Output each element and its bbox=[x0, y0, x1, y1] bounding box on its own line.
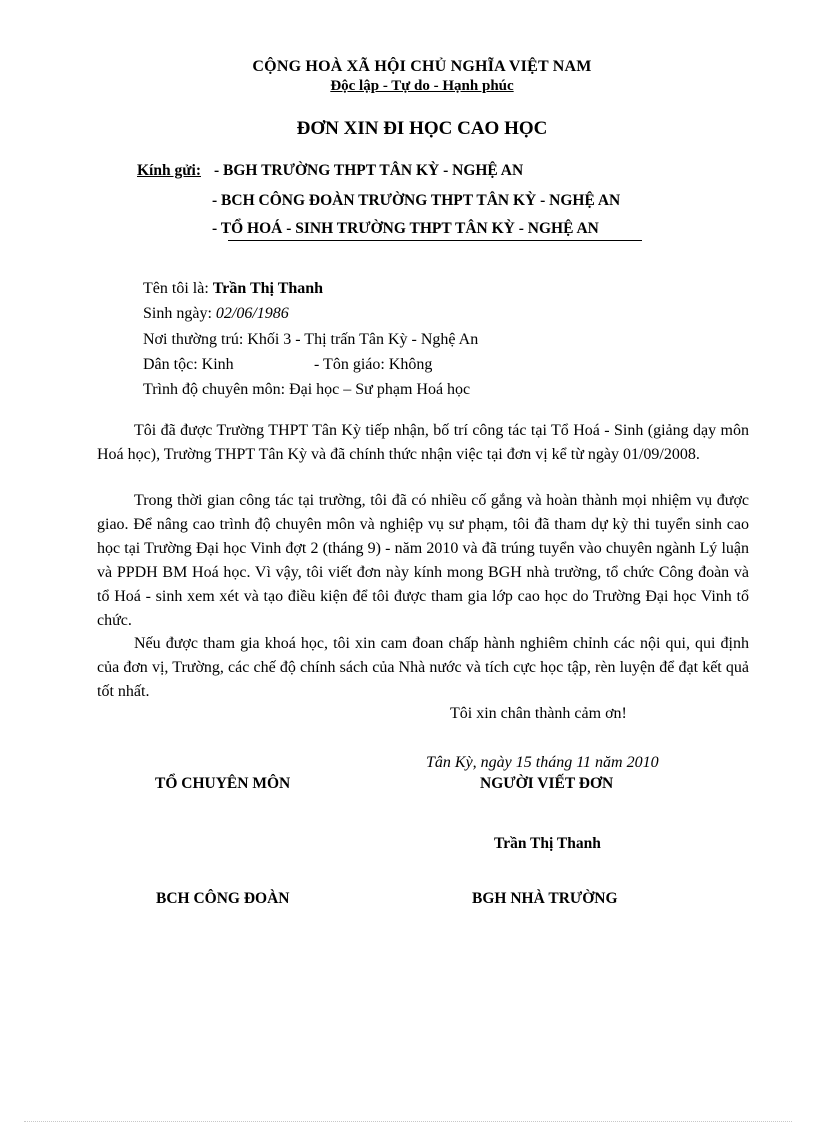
applicant-name-line bbox=[143, 280, 323, 298]
applicant-religion: - Tôn giáo: Không bbox=[314, 356, 433, 373]
recipient-label: Kính gửi: bbox=[137, 162, 201, 179]
recipient-line-1: - BGH TRƯỜNG THPT TÂN KỲ - NGHỆ AN bbox=[214, 162, 524, 179]
signature-writer-title: NGƯỜI VIẾT ĐƠN bbox=[480, 775, 614, 792]
signature-board-title: BGH NHÀ TRƯỜNG bbox=[472, 890, 618, 907]
applicant-name: Trần Thị Thanh bbox=[212, 280, 324, 297]
national-title: CỘNG HOÀ XÃ HỘI CHỦ NGHĨA VIỆT NAM bbox=[252, 58, 592, 75]
place-date: Tân Kỳ, ngày 15 tháng 11 năm 2010 bbox=[426, 754, 659, 771]
applicant-degree: Trình độ chuyên môn: Đại học – Sư phạm Hoá học bbox=[143, 381, 471, 398]
applicant-name-label: Tên tôi là: bbox=[143, 280, 213, 297]
recipient-line-3: - TỔ HOÁ - SINH TRƯỜNG THPT TÂN KỲ - NGHỆ AN bbox=[212, 220, 599, 237]
national-motto: Độc lập - Tự do - Hạnh phúc bbox=[330, 78, 514, 94]
signature-dept-title: TỔ CHUYÊN MÔN bbox=[155, 775, 291, 792]
signature-union-title: BCH CÔNG ĐOÀN bbox=[156, 890, 290, 907]
document-title: ĐƠN XIN ĐI HỌC CAO HỌC bbox=[296, 118, 548, 139]
body-paragraph-3: Nếu được tham gia khoá học, tôi xin cam đoan chấp hành nghiêm chỉnh các nội qui, qui định của đơn vị, Trường, các chế độ chính sách của Nhà nước và tích cực học tập, rèn luyện để đạt kết quả tốt nhất. bbox=[97, 635, 749, 700]
page-bottom-divider bbox=[24, 1121, 792, 1122]
applicant-dob: 02/06/1986 bbox=[215, 305, 289, 322]
thanks-line: Tôi xin chân thành cảm ơn! bbox=[450, 705, 627, 722]
applicant-ethnicity: Dân tộc: Kinh bbox=[143, 356, 234, 373]
recipient-underline bbox=[228, 240, 642, 241]
applicant-dob-label: Sinh ngày: bbox=[143, 305, 216, 322]
signature-writer-name: Trần Thị Thanh bbox=[494, 835, 601, 852]
applicant-residence: Nơi thường trú: Khối 3 - Thị trấn Tân Kỳ - Nghệ An bbox=[143, 331, 479, 348]
body-paragraph-2: Trong thời gian công tác tại trường, tôi đã có nhiều cố gắng và hoàn thành mọi nhiệm vụ được giao. Để nâng cao trình độ chuyên môn và nghiệp vụ sư phạm, tôi đã tham dự kỳ thi tuyển sinh cao học tại Trường Đại học Vinh đợt 2 (tháng 9) - năm 2010 và đã trúng tuyển vào chuyên ngành Lý luận và PPDH BM Hoá học. Vì vậy, tôi viết đơn này kính mong BGH nhà trường, tổ chức Công đoàn và tổ Hoá - sinh xem xét và tạo điều kiện để tôi được tham gia lớp cao học do Trường Đại học Vinh tổ chức. bbox=[97, 492, 749, 629]
recipient-line-2: - BCH CÔNG ĐOÀN TRƯỜNG THPT TÂN KỲ - NGHỆ AN bbox=[212, 192, 621, 209]
applicant-dob-line bbox=[143, 305, 289, 323]
body-paragraph-1: Tôi đã được Trường THPT Tân Kỳ tiếp nhận, bố trí công tác tại Tổ Hoá - Sinh (giảng dạy môn Hoá học), Trường THPT Tân Kỳ và đã chính thức nhận việc tại đơn vị kể từ ngày 01/09/2008. bbox=[97, 422, 749, 463]
